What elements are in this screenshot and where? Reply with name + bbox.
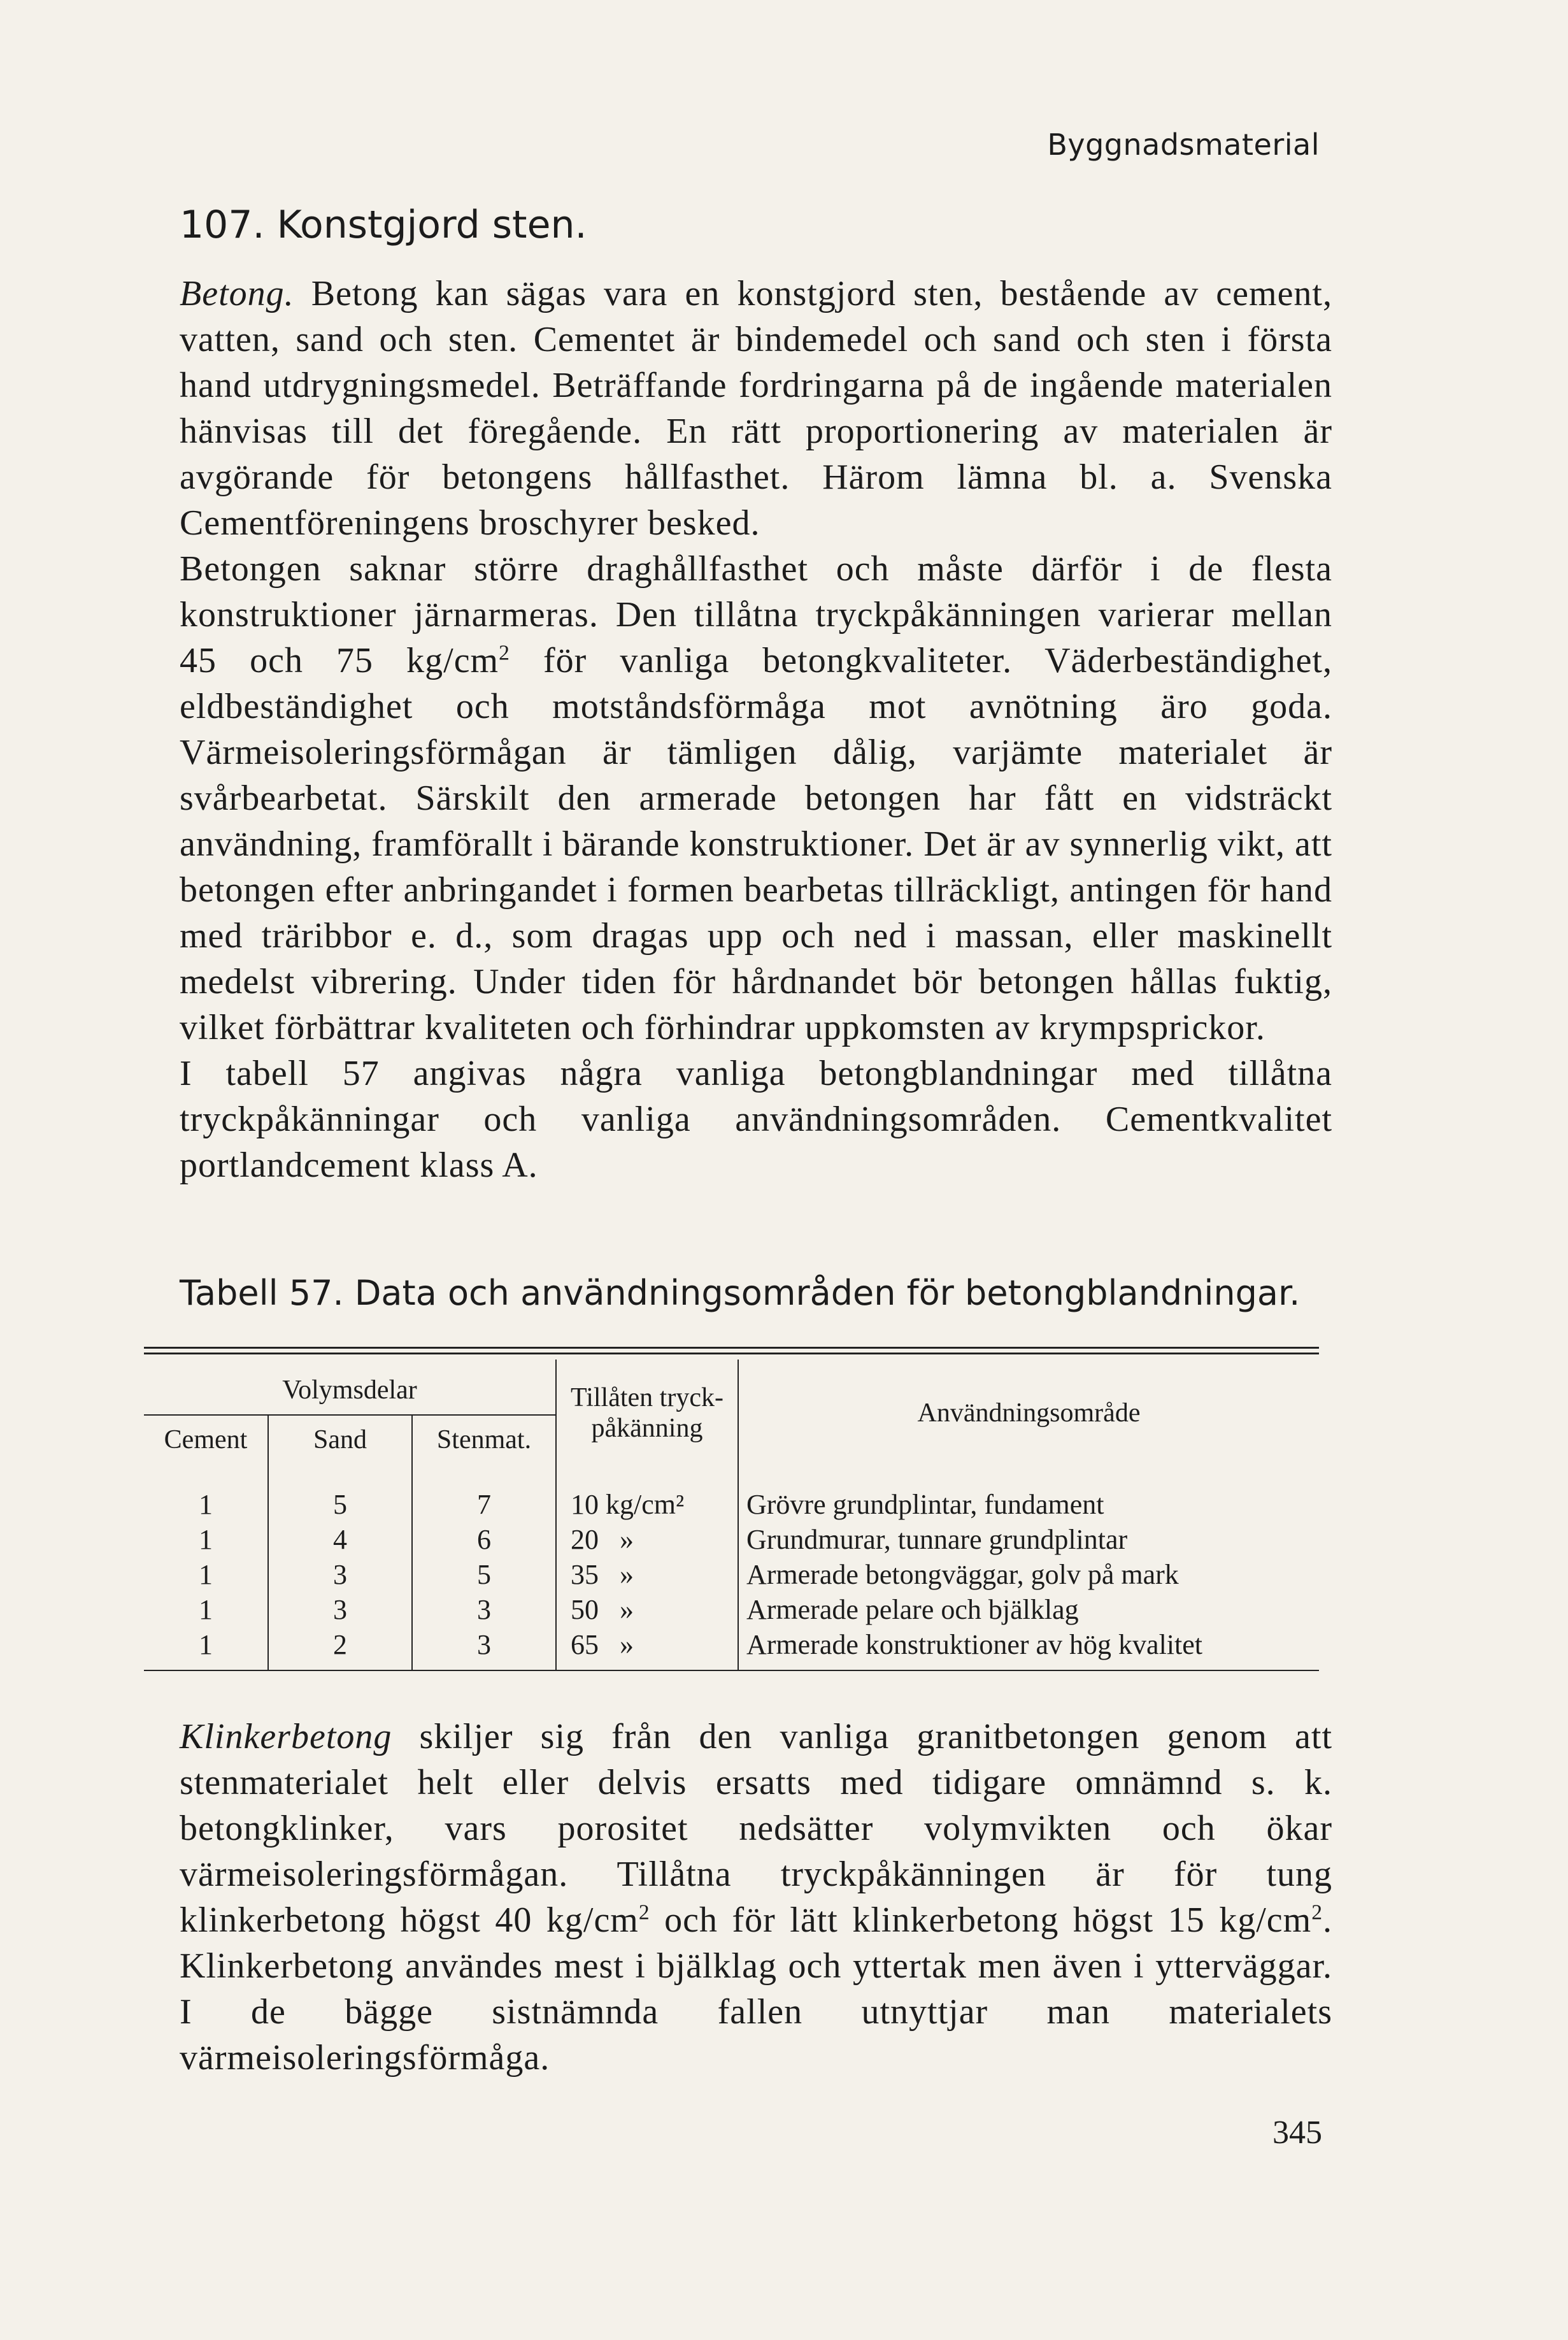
- betong-table: [144, 1360, 1319, 1671]
- table-body: [144, 1467, 1319, 1670]
- section-title: 107. Konstgjord sten.: [180, 203, 587, 247]
- table-top-rule: [144, 1347, 1319, 1349]
- paragraph-klinkerbetong: [180, 1714, 1332, 2081]
- cell-stenmat: 3: [412, 1627, 556, 1670]
- cell-sand: 3: [268, 1592, 412, 1627]
- cell-anvandningsomrade: Armerade pelare och bjälklag: [738, 1592, 1319, 1627]
- header-cement: Cement: [164, 1425, 248, 1454]
- cell-tryckpakanning: 35 »: [556, 1557, 738, 1592]
- cell-anvandningsomrade: Armerade konstruktioner av hög kvalitet: [738, 1627, 1319, 1670]
- lead-term-betong: Betong.: [180, 274, 294, 313]
- paragraph-text: . Klinkerbetong användes mest i bjälklag och yttertak men även i ytterväggar. I de bägge sistnämnda fallen utnyttjar man materialets värmeisoleringsförmåga.: [180, 1900, 1332, 2078]
- cell-tryckpakanning: 65 »: [556, 1627, 738, 1670]
- cell-stenmat: 5: [412, 1557, 556, 1592]
- paragraph-text: Betong kan sägas vara en konstgjord sten, bestående av cement, vatten, sand och sten. Cementet är bindemedel och sand och sten i första hand utdrygningsmedel. Beträffande fordringarna på de ingående materialen hänvisas till det föregående. En rätt proportionering av materialen är avgörande för betongens hållfasthet. Härom lämna bl. a. Svenska Cementföreningens broschyrer besked.: [180, 274, 1332, 543]
- page-number: 345: [1272, 2114, 1322, 2151]
- paragraph-betong-intro: [180, 271, 1332, 546]
- cell-tryckpakanning: 50 »: [556, 1592, 738, 1627]
- cell-cement: 1: [199, 1594, 213, 1625]
- paragraph-text: skiljer sig från den vanliga granitbetongen genom att stenmaterialet helt eller delvis ersatts med tidigare omnämnd s. k. betongklinker, vars porositet nedsätter volymvikten och ökar värmeisoleringsförmågan. Tillåtna tryckpåkänningen är för tung klinkerbetong högst 40 kg/cm: [180, 1717, 1332, 1940]
- table-row: [144, 1522, 1319, 1557]
- header-tillaten-tryckpakanning: Tillåten tryck-påkänning: [556, 1360, 738, 1467]
- superscript: 2: [1311, 1900, 1323, 1925]
- cell-stenmat: 3: [412, 1592, 556, 1627]
- running-header: Byggnadsmaterial: [1047, 127, 1320, 162]
- table-row: [144, 1557, 1319, 1592]
- paragraph-text: för vanliga betongkvaliteter. Väderbeständighet, eldbeständighet och motståndsförmåga mot avnötning äro goda. Värmeisoleringsförmågan är tämligen dålig, varjämte materialet är svårbearbetat. Särskilt den armerade betongen har fått en vidsträckt användning, framförallt i bärande konstruktioner. Det är av synnerlig vikt, att betongen efter anbringandet i formen bearbetas tillräckligt, antingen för hand med träribbor e. d., som dragas upp och ned i massan, eller maskinellt medelst vibrering. Under tiden för hårdnandet bör betongen hållas fuktig, vilket förbättrar kvaliteten och förhindrar uppkomsten av krympsprickor.: [180, 641, 1332, 1047]
- cell-tryckpakanning: 10 kg/cm²: [556, 1467, 738, 1522]
- superscript: 2: [499, 641, 510, 665]
- table-row: [144, 1592, 1319, 1627]
- body-text-betong: [180, 271, 1332, 1188]
- header-sand: Sand: [268, 1415, 412, 1467]
- cell-anvandningsomrade: Grundmurar, tunnare grundplintar: [738, 1522, 1319, 1557]
- body-text-klinkerbetong: [180, 1714, 1332, 2081]
- header-volymsdelar: Volymsdelar: [144, 1360, 556, 1415]
- header-stenmat: Stenmat.: [412, 1415, 556, 1467]
- cell-sand: 3: [268, 1557, 412, 1592]
- table-caption: Tabell 57. Data och användningsområden för betongblandningar.: [180, 1273, 1301, 1313]
- cell-cement: 1: [199, 1489, 213, 1520]
- paragraph-draghallfasthet: [180, 546, 1332, 1051]
- table-top-rule-2: [144, 1353, 1319, 1354]
- table-row: [144, 1627, 1319, 1670]
- lead-term-klinkerbetong: Klinkerbetong: [180, 1717, 392, 1756]
- cell-cement: 1: [144, 1627, 268, 1670]
- cell-anvandningsomrade: Armerade betongväggar, golv på mark: [738, 1557, 1319, 1592]
- cell-tryckpakanning: 20 »: [556, 1522, 738, 1557]
- table-row: [144, 1467, 1319, 1522]
- cell-stenmat: 7: [412, 1467, 556, 1522]
- cell-cement: 1: [199, 1524, 213, 1555]
- cell-sand: 5: [268, 1467, 412, 1522]
- cell-sand: 4: [268, 1522, 412, 1557]
- cell-anvandningsomrade: Grövre grundplintar, fundament: [738, 1467, 1319, 1522]
- header-anvandningsomrade: Användningsområde: [738, 1360, 1319, 1467]
- superscript: 2: [638, 1900, 650, 1925]
- cell-sand: 2: [268, 1627, 412, 1670]
- paragraph-text: och för lätt klinkerbetong högst 15 kg/cm: [650, 1900, 1312, 1940]
- cell-cement: 1: [199, 1559, 213, 1590]
- paragraph-text: Betongen saknar större draghållfasthet och måste därför i de flesta konstruktioner järnarmeras. Den tillåtna tryckpåkänningen varierar mellan 45 och 75 kg/cm: [180, 549, 1332, 680]
- paragraph-tabell-reference: I tabell 57 angivas några vanliga betongblandningar med tillåtna tryckpåkänningar och vanliga användningsområden. Cementkvalitet portlandcement klass A.: [180, 1054, 1332, 1185]
- table-container: [144, 1344, 1319, 1671]
- cell-stenmat: 6: [412, 1522, 556, 1557]
